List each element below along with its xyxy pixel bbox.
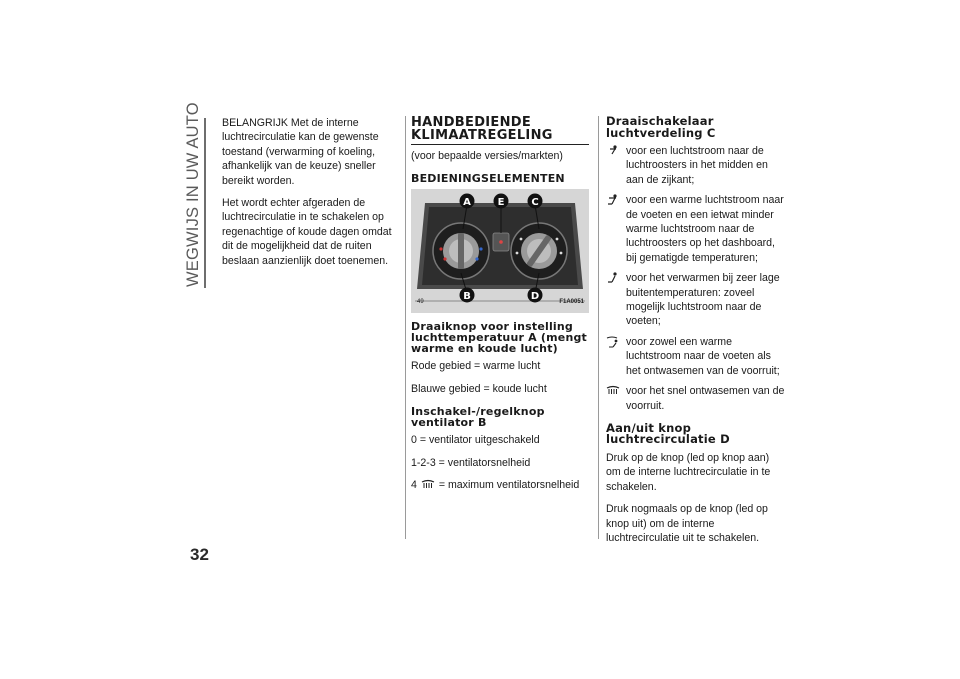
fan-max-number: 4 [411, 479, 417, 492]
dist-item [606, 193, 786, 265]
label-e: E [497, 197, 505, 209]
controls-heading: BEDIENINGSELEMENTEN [411, 172, 565, 186]
face-vent-icon [606, 144, 620, 158]
fan-knob-heading: Inschakel-/regelknop ventilator B [411, 405, 545, 430]
fan-speed-text: 1-2-3 = ventilatorsnelheid [411, 456, 531, 469]
dist-item-text: voor het snel ontwasemen van de voorruit. [626, 385, 785, 412]
dist-item [606, 271, 786, 329]
important-note: BELANGRIJK Met de interne luchtrecirculatie kan de gewenste toestand (verwarming of koeling, afhankelijk van de keuze) sneller bereikt worden. [222, 117, 379, 187]
temperature-knob-heading: Draaiknop voor instelling luchttemperatuur A (mengt warme en koude lucht) [411, 320, 588, 356]
defrost-icon [421, 479, 435, 489]
label-a: A [463, 197, 471, 209]
dist-item [606, 144, 786, 187]
face-feet-vent-icon [606, 193, 620, 207]
section-subtitle: (voor bepaalde versies/markten) [411, 150, 563, 162]
feet-vent-icon [606, 271, 620, 285]
fan-max-description: = maximum ventilatorsnelheid [438, 479, 580, 492]
dist-item-text: voor zowel een warme luchtstroom naar de voeten als het ontwasemen van de voorruit; [626, 335, 780, 377]
warning-paragraph: Het wordt echter afgeraden de luchtrecirculatie in te schakelen op regenachtige of koude dagen omdat dit de mogelijkheid dat de ruiten beslaan aanzienlijk doet toenemen. [222, 197, 392, 267]
figure-number: 49 [417, 299, 424, 305]
column-divider [598, 116, 599, 539]
column-right [606, 116, 786, 553]
fan-max-text [411, 478, 589, 492]
distribution-heading: Draaischakelaar luchtverdeling C [606, 114, 716, 140]
climate-panel-figure [411, 189, 589, 313]
dist-item-text: voor het verwarmen bij zeer lage buitentemperaturen: zoveel mogelijk luchtstroom naar de voeten; [626, 272, 780, 328]
column-middle [411, 116, 589, 500]
page-number: 32 [190, 545, 209, 564]
dist-item [606, 384, 786, 413]
red-zone-text: Rode gebied = warme lucht [411, 360, 541, 373]
recirc-on-text: Druk op de knop (led op knop aan) om de interne luchtrecirculatie in te schakelen. [606, 451, 771, 493]
fan-off-text: 0 = ventilator uitgeschakeld [411, 434, 540, 447]
figure-code: F1A0051 [559, 299, 584, 305]
dist-item [606, 335, 786, 378]
blue-zone-text: Blauwe gebied = koude lucht [411, 382, 547, 395]
section-heading: HANDBEDIENDE KLIMAATREGELING [411, 116, 589, 145]
windscreen-defrost-icon [606, 384, 620, 396]
recirculation-heading: Aan/uit knop luchtrecirculatie D [606, 420, 730, 447]
label-d: D [530, 291, 540, 303]
feet-defrost-icon [606, 335, 620, 349]
section-bar [204, 118, 206, 288]
label-b: B [463, 291, 471, 303]
label-c: C [531, 197, 539, 209]
column-divider [405, 116, 406, 539]
section-title: WEGWIJS IN UW AUTO [184, 102, 202, 287]
section-tab [176, 102, 212, 288]
column-left [222, 116, 398, 276]
dist-item-text: voor een luchtstroom naar de luchtroosters in het midden en aan de zijkant; [626, 145, 768, 186]
dist-item-text: voor een warme luchtstroom naar de voeten en een ietwat minder warme luchtstroom naar de luchtroosters op het dashboard, bij gematigde temperaturen; [626, 194, 784, 264]
recirc-off-text: Druk nogmaals op de knop (led op knop uit) om de interne luchtrecirculatie uit te schakelen. [606, 503, 768, 544]
